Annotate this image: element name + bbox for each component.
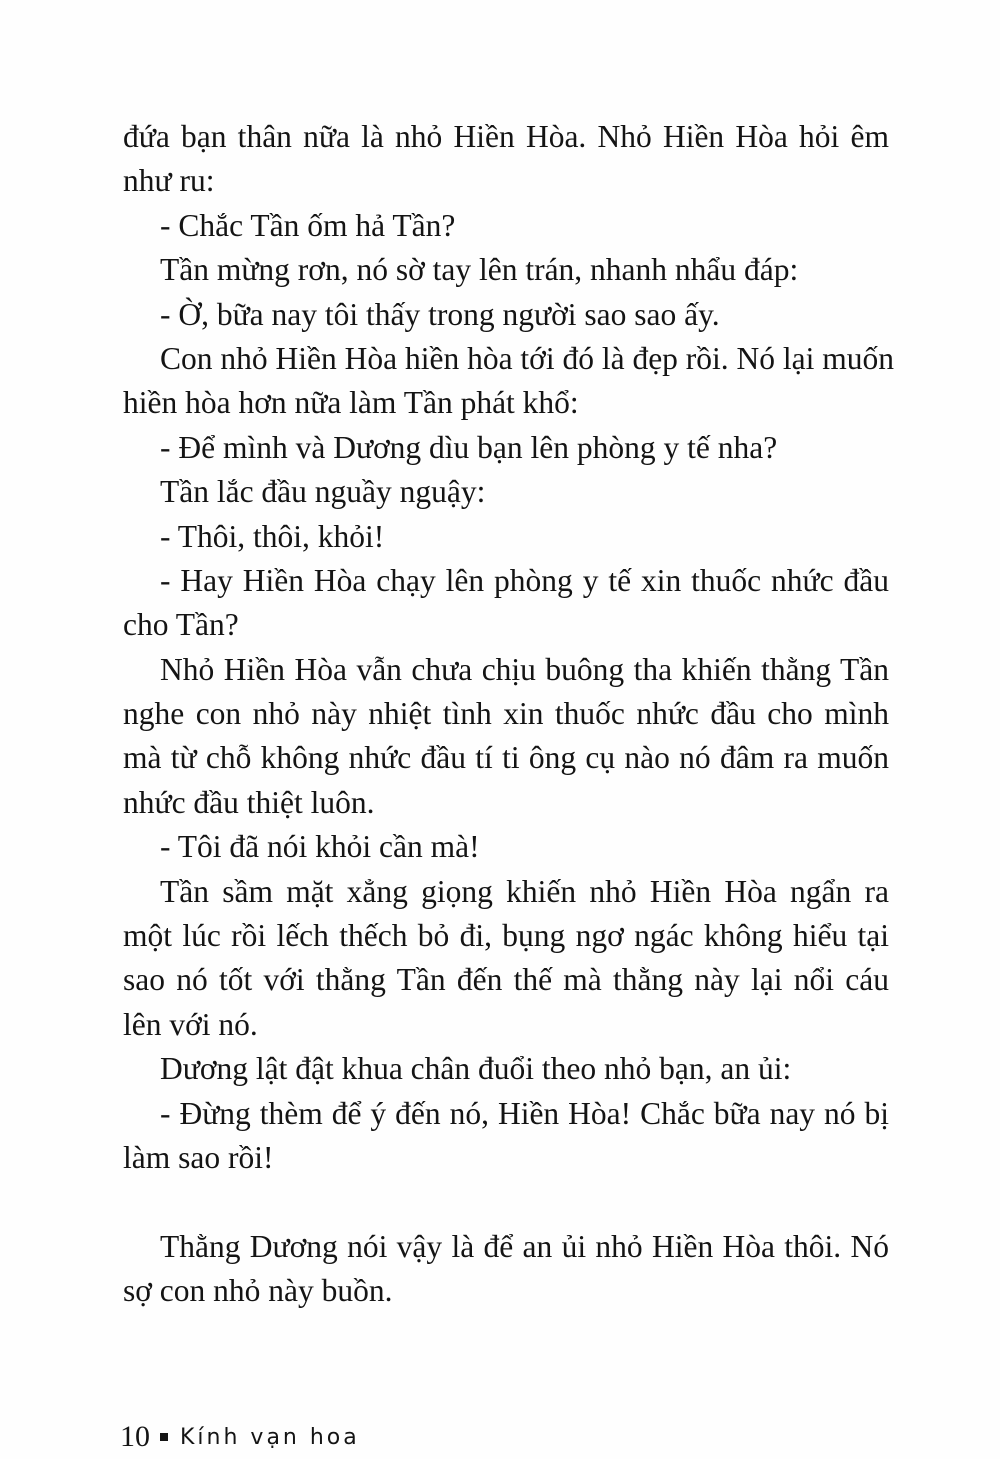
- text-line: Con nhỏ Hiền Hòa hiền hòa tới đó là đẹp rồi. Nó lại muốn: [160, 340, 895, 376]
- blank-line: [123, 1180, 889, 1224]
- text-line: Tần lắc đầu nguầy nguậy:: [160, 474, 486, 510]
- dialogue-line: - Đừng thèm để ý đến nó, Hiền Hòa! Chắc bữa nay nó bị: [160, 1095, 889, 1131]
- text-line: nghe con nhỏ này nhiệt tình xin thuốc nhức đầu cho mình: [123, 696, 889, 732]
- dialogue-line: - Hay Hiền Hòa chạy lên phòng y tế xin thuốc nhức đầu: [160, 562, 889, 598]
- running-title: Kính vạn hoa: [180, 1424, 360, 1450]
- dialogue-line: - Thôi, thôi, khỏi!: [160, 518, 385, 554]
- dialogue-line: - Tôi đã nói khỏi cần mà!: [160, 829, 480, 865]
- text-line: Thằng Dương nói vậy là để an ủi nhỏ Hiền Hòa thôi. Nó: [160, 1228, 889, 1264]
- text-line: mà từ chỗ không nhức đầu tí ti ông cụ nào nó đâm ra muốn: [123, 740, 889, 776]
- dialogue-line: - Để mình và Dương dìu bạn lên phòng y tế nha?: [160, 429, 778, 465]
- text-line: sao nó tốt với thằng Tần đến thế mà thằng này lại nổi cáu: [123, 962, 889, 998]
- page-number: 10: [120, 1420, 150, 1453]
- text-line: Nhỏ Hiền Hòa vẫn chưa chịu buông tha khiến thằng Tần: [160, 651, 889, 687]
- text-line: lên với nó.: [123, 1006, 258, 1042]
- text-line: như ru:: [123, 163, 215, 199]
- square-bullet-icon: [160, 1433, 168, 1441]
- text-line: đứa bạn thân nữa là nhỏ Hiền Hòa. Nhỏ Hiền Hòa hỏi êm: [123, 119, 889, 154]
- text-line: hiền hòa hơn nữa làm Tần phát khổ:: [123, 385, 579, 421]
- text-line: sợ con nhỏ này buồn.: [123, 1273, 393, 1309]
- dialogue-line: - Ờ, bữa nay tôi thấy trong người sao sao ấy.: [160, 296, 720, 332]
- text-line: Dương lật đật khua chân đuổi theo nhỏ bạn, an ủi:: [160, 1051, 792, 1087]
- text-line: Tần sầm mặt xẳng giọng khiến nhỏ Hiền Hòa ngẩn ra: [160, 873, 889, 909]
- text-line: Tần mừng rơn, nó sờ tay lên trán, nhanh nhẩu đáp:: [160, 252, 799, 288]
- text-line: nhức đầu thiệt luôn.: [123, 784, 375, 820]
- body-text: [123, 115, 895, 1314]
- text-line: làm sao rồi!: [123, 1139, 274, 1175]
- text-line: một lúc rồi lếch thếch bỏ đi, bụng ngơ ngác không hiểu tại: [123, 918, 889, 954]
- page-footer: [120, 1420, 360, 1454]
- text-line: cho Tần?: [123, 607, 239, 643]
- dialogue-line: - Chắc Tần ốm hả Tần?: [160, 207, 456, 243]
